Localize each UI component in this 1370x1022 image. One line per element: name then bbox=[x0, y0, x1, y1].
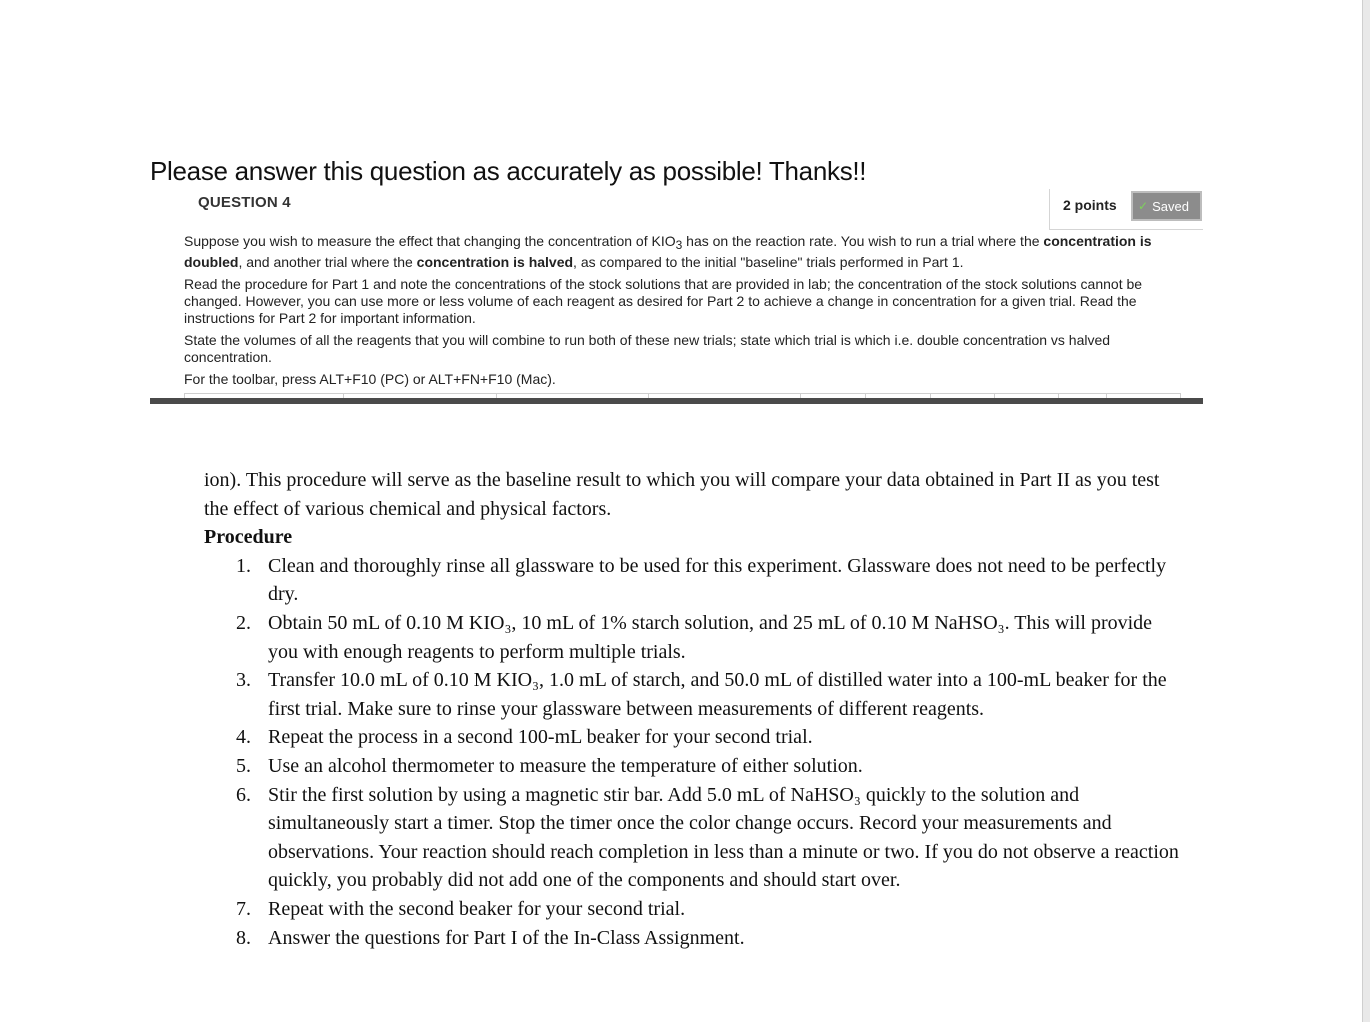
step-text: Clean and thoroughly rinse all glassware to be used for this experiment. Glassware does not need to be perfectly dry. bbox=[268, 554, 1167, 606]
step-text: Obtain 50 mL of 0.10 M KIO₃, 10 mL of 1% starch solution, and 25 mL of 0.10 M NaHSO₃. This will provide you with enough reagents to perform multiple trials. bbox=[268, 611, 1153, 663]
toolbar-hint: For the toolbar, press ALT+F10 (PC) or ALT+FN+F10 (Mac). bbox=[184, 371, 556, 387]
step-text: Use an alcohol thermometer to measure the temperature of either solution. bbox=[268, 754, 863, 777]
question-label: QUESTION 4 bbox=[198, 194, 291, 211]
step-number: 4. bbox=[236, 726, 251, 749]
list-item bbox=[204, 924, 1179, 953]
step-text: Transfer 10.0 mL of 0.10 M KIO₃, 1.0 mL of starch, and 50.0 mL of distilled water into a 100-mL beaker for the first trial. Make sure to rinse your glassware between measurements of different reagents. bbox=[268, 669, 1167, 720]
step-number: 1. bbox=[236, 554, 251, 577]
procedure-steps bbox=[204, 552, 1179, 952]
step-text: Stir the first solution by using a magnetic stir bar. Add 5.0 mL of NaHSO₃ quickly to the solution and simultaneously start a timer. Stop the timer once the color change occurs. Record your measurements and observations. Your reaction should reach completion in less than a minute or two. If you do not observe a reaction quickly, you probably did not add one of the components and should start over. bbox=[268, 783, 1179, 892]
saved-badge bbox=[1131, 191, 1202, 221]
list-item bbox=[204, 781, 1179, 895]
list-item bbox=[204, 552, 1179, 609]
emphasis-doubled: concentration is doubled bbox=[184, 233, 1152, 270]
question-text-part: , and another trial where the bbox=[238, 254, 417, 270]
list-item bbox=[204, 752, 1179, 781]
list-item bbox=[204, 895, 1179, 924]
step-number: 2. bbox=[236, 611, 251, 634]
saved-label: Saved bbox=[1152, 198, 1189, 214]
list-item bbox=[204, 666, 1179, 723]
step-text: Repeat with the second beaker for your second trial. bbox=[268, 897, 686, 920]
divider-bar bbox=[150, 398, 1203, 404]
document-intro: ion). This procedure will serve as the baseline result to which you will compare your data obtained in Part II as you test the effect of various chemical and physical factors. bbox=[204, 469, 1160, 520]
step-text: Answer the questions for Part I of the In-Class Assignment. bbox=[268, 926, 745, 949]
window-scrollbar-edge[interactable] bbox=[1362, 0, 1370, 1022]
subscript: 3 bbox=[675, 238, 683, 252]
list-item bbox=[204, 723, 1179, 752]
check-icon: ✓ bbox=[1138, 199, 1149, 213]
list-item bbox=[204, 609, 1179, 666]
points-value: 2 points bbox=[1063, 197, 1117, 213]
question-paragraph-2: Read the procedure for Part 1 and note the concentrations of the stock solutions that are provided in lab; the concentration of the stock solutions cannot be changed. However, you can use more or less volume of each reagent as desired for Part 2 to achieve a change in concentration for a given trial. Read the instructions for Part 2 for important information. bbox=[184, 276, 1143, 326]
question-text-part: has on the reaction rate. You wish to run a trial where the bbox=[682, 233, 1044, 249]
procedure-heading: Procedure bbox=[204, 526, 293, 549]
emphasis-halved: concentration is halved bbox=[416, 254, 574, 270]
question-text bbox=[184, 233, 1184, 393]
step-number: 7. bbox=[236, 897, 251, 920]
page-title: Please answer this question as accurately as possible! Thanks!! bbox=[150, 156, 867, 186]
question-text-part: , as compared to the initial "baseline" trials performed in Part 1. bbox=[573, 254, 964, 270]
step-text: Repeat the process in a second 100-mL beaker for your second trial. bbox=[268, 726, 813, 749]
step-number: 5. bbox=[236, 754, 251, 777]
question-text-part: Suppose you wish to measure the effect that changing the concentration of KIO bbox=[184, 233, 676, 249]
step-number: 3. bbox=[236, 669, 251, 692]
step-number: 6. bbox=[236, 783, 251, 806]
step-number: 8. bbox=[236, 926, 251, 949]
question-paragraph-1 bbox=[184, 233, 1184, 271]
question-paragraph-3: State the volumes of all the reagents that you will combine to run both of these new trials; state which trial is which i.e. double concentration vs halved concentration. bbox=[184, 332, 1111, 365]
procedure-document bbox=[204, 466, 1179, 952]
